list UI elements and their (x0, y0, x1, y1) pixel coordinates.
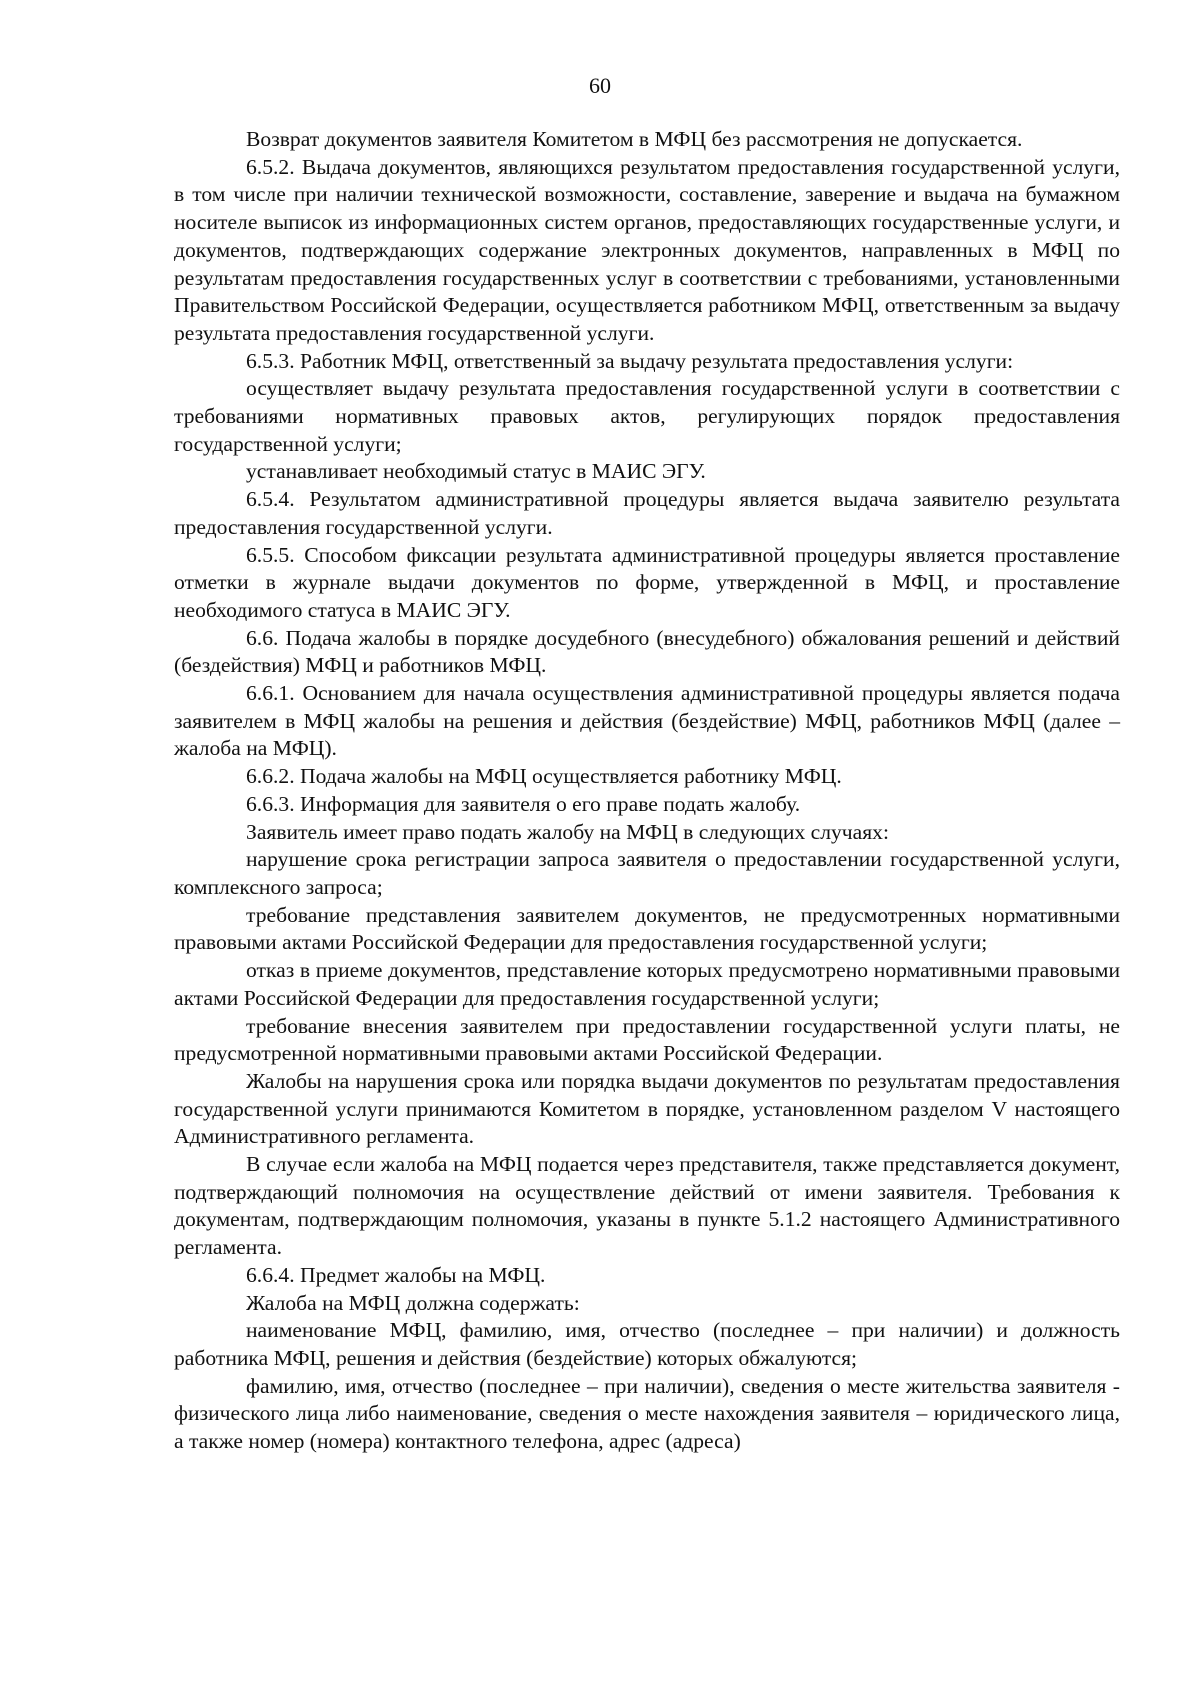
paragraph: устанавливает необходимый статус в МАИС ЭГУ. (246, 459, 706, 484)
paragraph: нарушение срока регистрации запроса заявителя о предоставлении государственной услуги, комплексного запроса; (174, 847, 1120, 899)
paragraph: 6.6.3. Информация для заявителя о его праве подать жалобу. (246, 791, 801, 816)
paragraph: 6.6.4. Предмет жалобы на МФЦ. (246, 1262, 546, 1287)
paragraph: 6.5.5. Способом фиксации результата административной процедуры является проставление отметки в журнале выдачи документов по форме, утвержденной в МФЦ, и проставление необходимого статуса в МАИС ЭГУ. (174, 542, 1120, 622)
paragraph: 6.6.2. Подача жалобы на МФЦ осуществляется работнику МФЦ. (246, 764, 842, 789)
page-number: 60 (589, 73, 611, 98)
paragraph: наименование МФЦ, фамилию, имя, отчество (последнее – при наличии) и должность работника МФЦ, решения и действия (бездействие) которых обжалуются; (174, 1318, 1120, 1370)
paragraph: Заявитель имеет право подать жалобу на МФЦ в следующих случаях: (246, 819, 889, 844)
paragraph: 6.6. Подача жалобы в порядке досудебного (внесудебного) обжалования решений и действий (бездействия) МФЦ и работников МФЦ. (174, 625, 1120, 678)
paragraph: 6.5.2. Выдача документов, являющихся результатом предоставления государственной услуги, в том числе при наличии технической возможности, составление, заверение и выдача на бумажном носителе выписок из информационных систем органов, предоставляющих государственные услуги, и документов, подтверждающих содержание электронных документов, направленных в МФЦ по результатам предоставления государственных услуг в соответствии с требованиями, установленными Правительством Российской Федерации, осуществляется работником МФЦ, ответственным за выдачу результата предоставления государственной услуги. (174, 154, 1120, 345)
paragraph: В случае если жалоба на МФЦ подается через представителя, также представляется документ, подтверждающий полномочия на осуществление действий от имени заявителя. Требования к документам, подтверждающим полномочия, указаны в пункте 5.1.2 настоящего Административного регламента. (174, 1152, 1120, 1260)
paragraph: Жалобы на нарушения срока или порядка выдачи документов по результатам предоставления государственной услуги принимаются Комитетом в порядке, установленном разделом V настоящего Административного регламента. (174, 1068, 1120, 1149)
paragraph: Возврат документов заявителя Комитетом в МФЦ без рассмотрения не допускается. (246, 127, 1023, 151)
paragraph: требование внесения заявителем при предоставлении государственной услуги платы, не предусмотренной нормативными правовыми актами Российской Федерации. (174, 1013, 1120, 1066)
document-body (174, 126, 1120, 1456)
paragraph: 6.6.1. Основанием для начала осуществления административной процедуры является подача заявителем в МФЦ жалобы на решения и действия (бездействие) МФЦ, работников МФЦ (далее – жалоба на МФЦ). (174, 681, 1120, 761)
paragraph: осуществляет выдачу результата предоставления государственной услуги в соответствии с требованиями нормативных правовых актов, регулирующих порядок предоставления государственной услуги; (174, 376, 1120, 456)
paragraph: 6.5.3. Работник МФЦ, ответственный за выдачу результата предоставления услуги: (246, 348, 1014, 373)
paragraph: требование представления заявителем документов, не предусмотренных нормативными правовыми актами Российской Федерации для предоставления государственной услуги; (174, 902, 1120, 955)
paragraph: Жалоба на МФЦ должна содержать: (246, 1290, 580, 1315)
paragraph: фамилию, имя, отчество (последнее – при наличии), сведения о месте жительства заявителя - физического лица либо наименование, сведения о месте нахождения заявителя – юридического лица, а также номер (номера) контактного телефона, адрес (адреса) (174, 1373, 1120, 1454)
paragraph: 6.5.4. Результатом административной процедуры является выдача заявителю результата предоставления государственной услуги. (174, 487, 1120, 539)
paragraph: отказ в приеме документов, представление которых предусмотрено нормативными правовыми актами Российской Федерации для предоставления государственной услуги; (174, 958, 1120, 1010)
